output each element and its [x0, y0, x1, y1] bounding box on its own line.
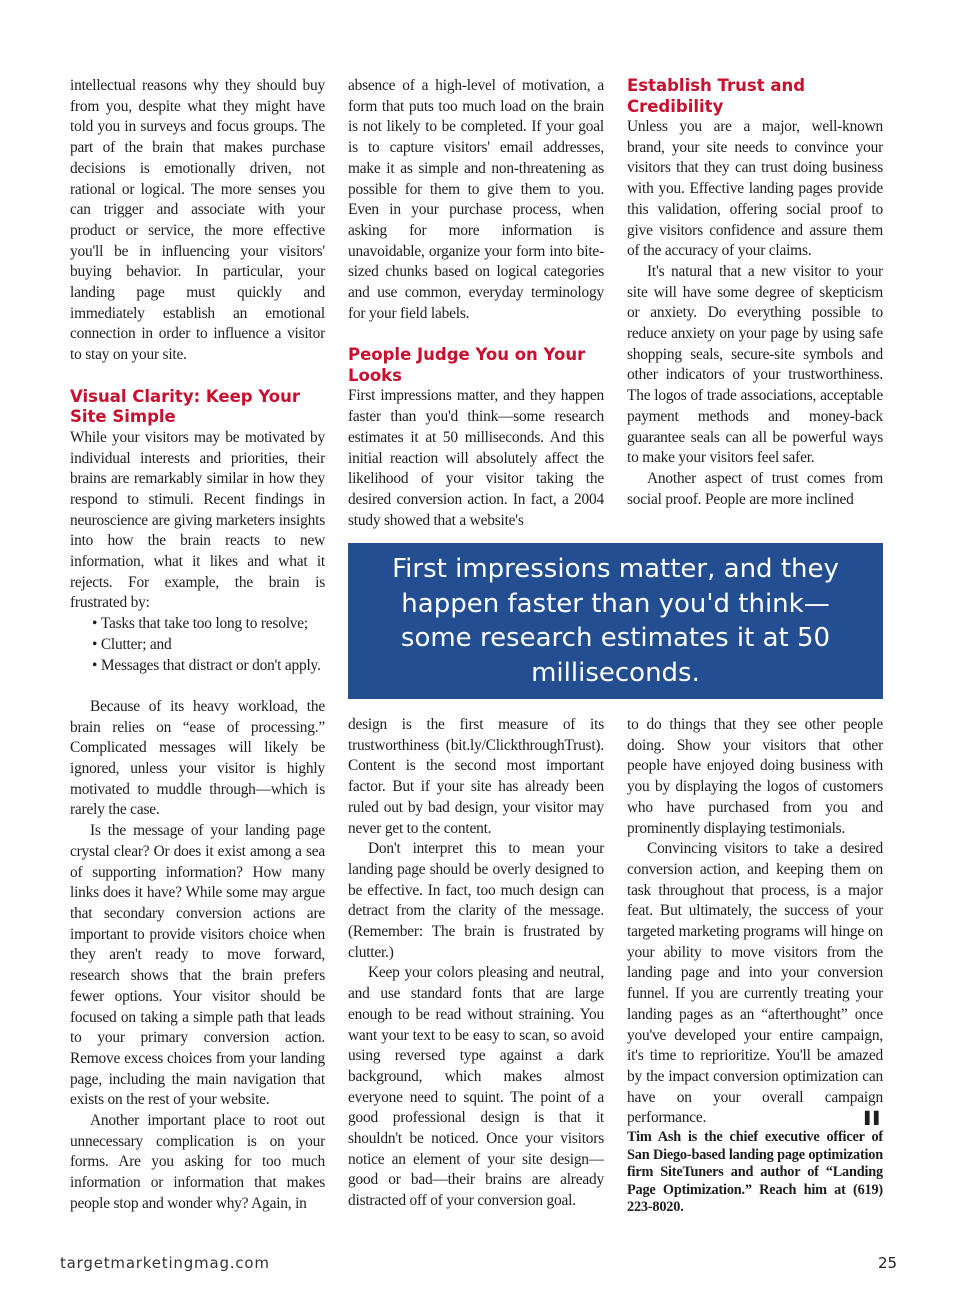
author-bio: Tim Ash is the chief executive officer of San Diego-based landing page optimization firm SiteTuners and author of “Landing Page Optimization.” Reach him at (619) 223-8020. — [627, 1129, 883, 1216]
column-3 — [627, 76, 883, 510]
bullet-item: • Tasks that take too long to resolve; — [92, 614, 325, 635]
column-2 — [348, 76, 604, 531]
paragraph: Don't interpret this to mean your landing page should be overly designed to be effective. In fact, too much design can detract from the clarity of the message. (Remember: The brain is frustrated by clutter.) — [348, 840, 604, 961]
bullet-list — [70, 614, 325, 676]
column-4 — [348, 715, 604, 1212]
bullet-item: • Messages that distract or don't apply. — [92, 656, 325, 677]
section-heading-establish-trust: Establish Trust and Credibility — [627, 76, 806, 116]
paragraph: Another important place to root out unnecessary complication is on your forms. Are you asking for too much information or information that makes people stop and wonder why? Again, in — [70, 1112, 325, 1212]
paragraph: Is the message of your landing page crystal clear? Or does it exist among a sea of supporting information? How many links does it have? While some may argue that secondary conversion actions are important to provide visitors choice when they aren't ready to move forward, research shows that the brain prefers fewer options. Your visitor should be focused on taking a simple path that leads to your primary conversion action. Remove excess choices from your landing page, including the main navigation that exists on the rest of your website. — [70, 822, 325, 1109]
column-1 — [70, 76, 325, 1215]
paragraph: While your visitors may be motivated by individual interests and priorities, their brains are remarkably similar in how they respond to stimuli. Recent findings in neuroscience are giving marketers insights into how the brain reacts to new information, what it likes and what it rejects. For example, the brain is frustrated by: — [70, 428, 325, 612]
paragraph: design is the first measure of its trustworthiness (bit.ly/ClickthroughTrust). Content is the second most important factor. But if your site has already been ruled out by bad design, your visitor may never get to the content. — [348, 716, 604, 837]
column-5 — [627, 715, 883, 1217]
section-heading-visual-clarity: Visual Clarity: Keep Your Site Simple — [70, 386, 301, 427]
paragraph — [627, 839, 883, 1129]
paragraph: Another aspect of trust comes from social proof. People are more inclined — [627, 469, 883, 508]
footer-website: targetmarketingmag.com — [60, 1254, 270, 1272]
paragraph: to do things that they see other people doing. Show your visitors that other people have enjoyed doing business with you by displaying the logos of customers who have purchased from you and prominently displaying testimonials. — [627, 716, 883, 837]
paragraph: Keep your colors pleasing and neutral, and use standard fonts that are large enough to be read without straining. You want your text to be easy to scan, so avoid using reversed type against a dark background, which makes almost everyone need to squint. The point of a good professional design is that it shouldn't be noticed. Once your visitors notice an element of your site design—good or bad—their brains are already distracted off of your conversion goal. — [348, 964, 604, 1210]
pull-quote-text: First impressions matter, and they happen faster than you'd think—some research estimates it at 50 milliseconds. — [392, 554, 839, 688]
paragraph: absence of a high-level of motivation, a form that puts too much load on the brain is not likely to be completed. If your goal is to capture visitors' email addresses, make it as simple and non-threatening as possible for them to give them to you. Even in your purchase process, when asking for more information is unavoidable, organize your form into bite-sized chunks based on logical categories and use common, everyday terminology for your field labels. — [348, 77, 604, 322]
pull-quote-box — [348, 543, 883, 699]
end-mark-icon: ▌▌ — [864, 1111, 883, 1126]
paragraph: First impressions matter, and they happen faster than you'd think—some research estimates it at 50 milliseconds. And this initial reaction will absolutely affect the likelihood of your visitor taking the desired conversion action. In fact, a 2004 study showed that a website's — [348, 387, 604, 529]
bullet-item: • Clutter; and — [92, 635, 325, 656]
paragraph: Unless you are a major, well-known brand, your site needs to convince your visitors that they can trust doing business with you. Effective landing pages provide this validation, offering social proof to give visitors confidence and assure them of the accuracy of your claims. — [627, 118, 883, 260]
paragraph: intellectual reasons why they should buy from you, despite what they might have told you in surveys and focus groups. The part of the brain that makes purchase decisions is emotionally driven, not rational or logical. The more senses you can trigger and associate with your product or service, the more effective you'll be in influencing your visitors' buying behavior. In particular, your landing page must quickly and immediately establish an emotional connection in order to influence a visitor to stay on your site. — [70, 77, 325, 364]
paragraph-text: Convincing visitors to take a desired conversion action, and keeping them on task throughout that process, is a major feat. But ultimately, the success of your targeted marketing programs will hinge on your ability to move visitors from the landing page and into your conversion funnel. If you are currently treating your landing pages as an “afterthought” once you've developed your entire campaign, it's time to reprioritize. You'll be amazed by the impact conversion optimization can have on your overall campaign performance. — [627, 840, 883, 1127]
paragraph: Because of its heavy workload, the brain relies on “ease of processing.” Complicated messages will likely be ignored, unless your visitor is highly motivated to muddle through—which is rarely the case. — [70, 697, 325, 819]
section-heading-people-judge: People Judge You on Your Looks — [348, 345, 586, 385]
paragraph: It's natural that a new visitor to your site will have some degree of skepticism or anxiety. Do everything possible to reduce anxiety on your page by using safe shopping seals, secure-site symbols and other indicators of your trustworthiness. The logos of trade associations, acceptable payment methods and money-back guarantee seals can all be powerful ways to make your visitors feel safer. — [627, 262, 883, 467]
page-number: 25 — [878, 1254, 898, 1272]
